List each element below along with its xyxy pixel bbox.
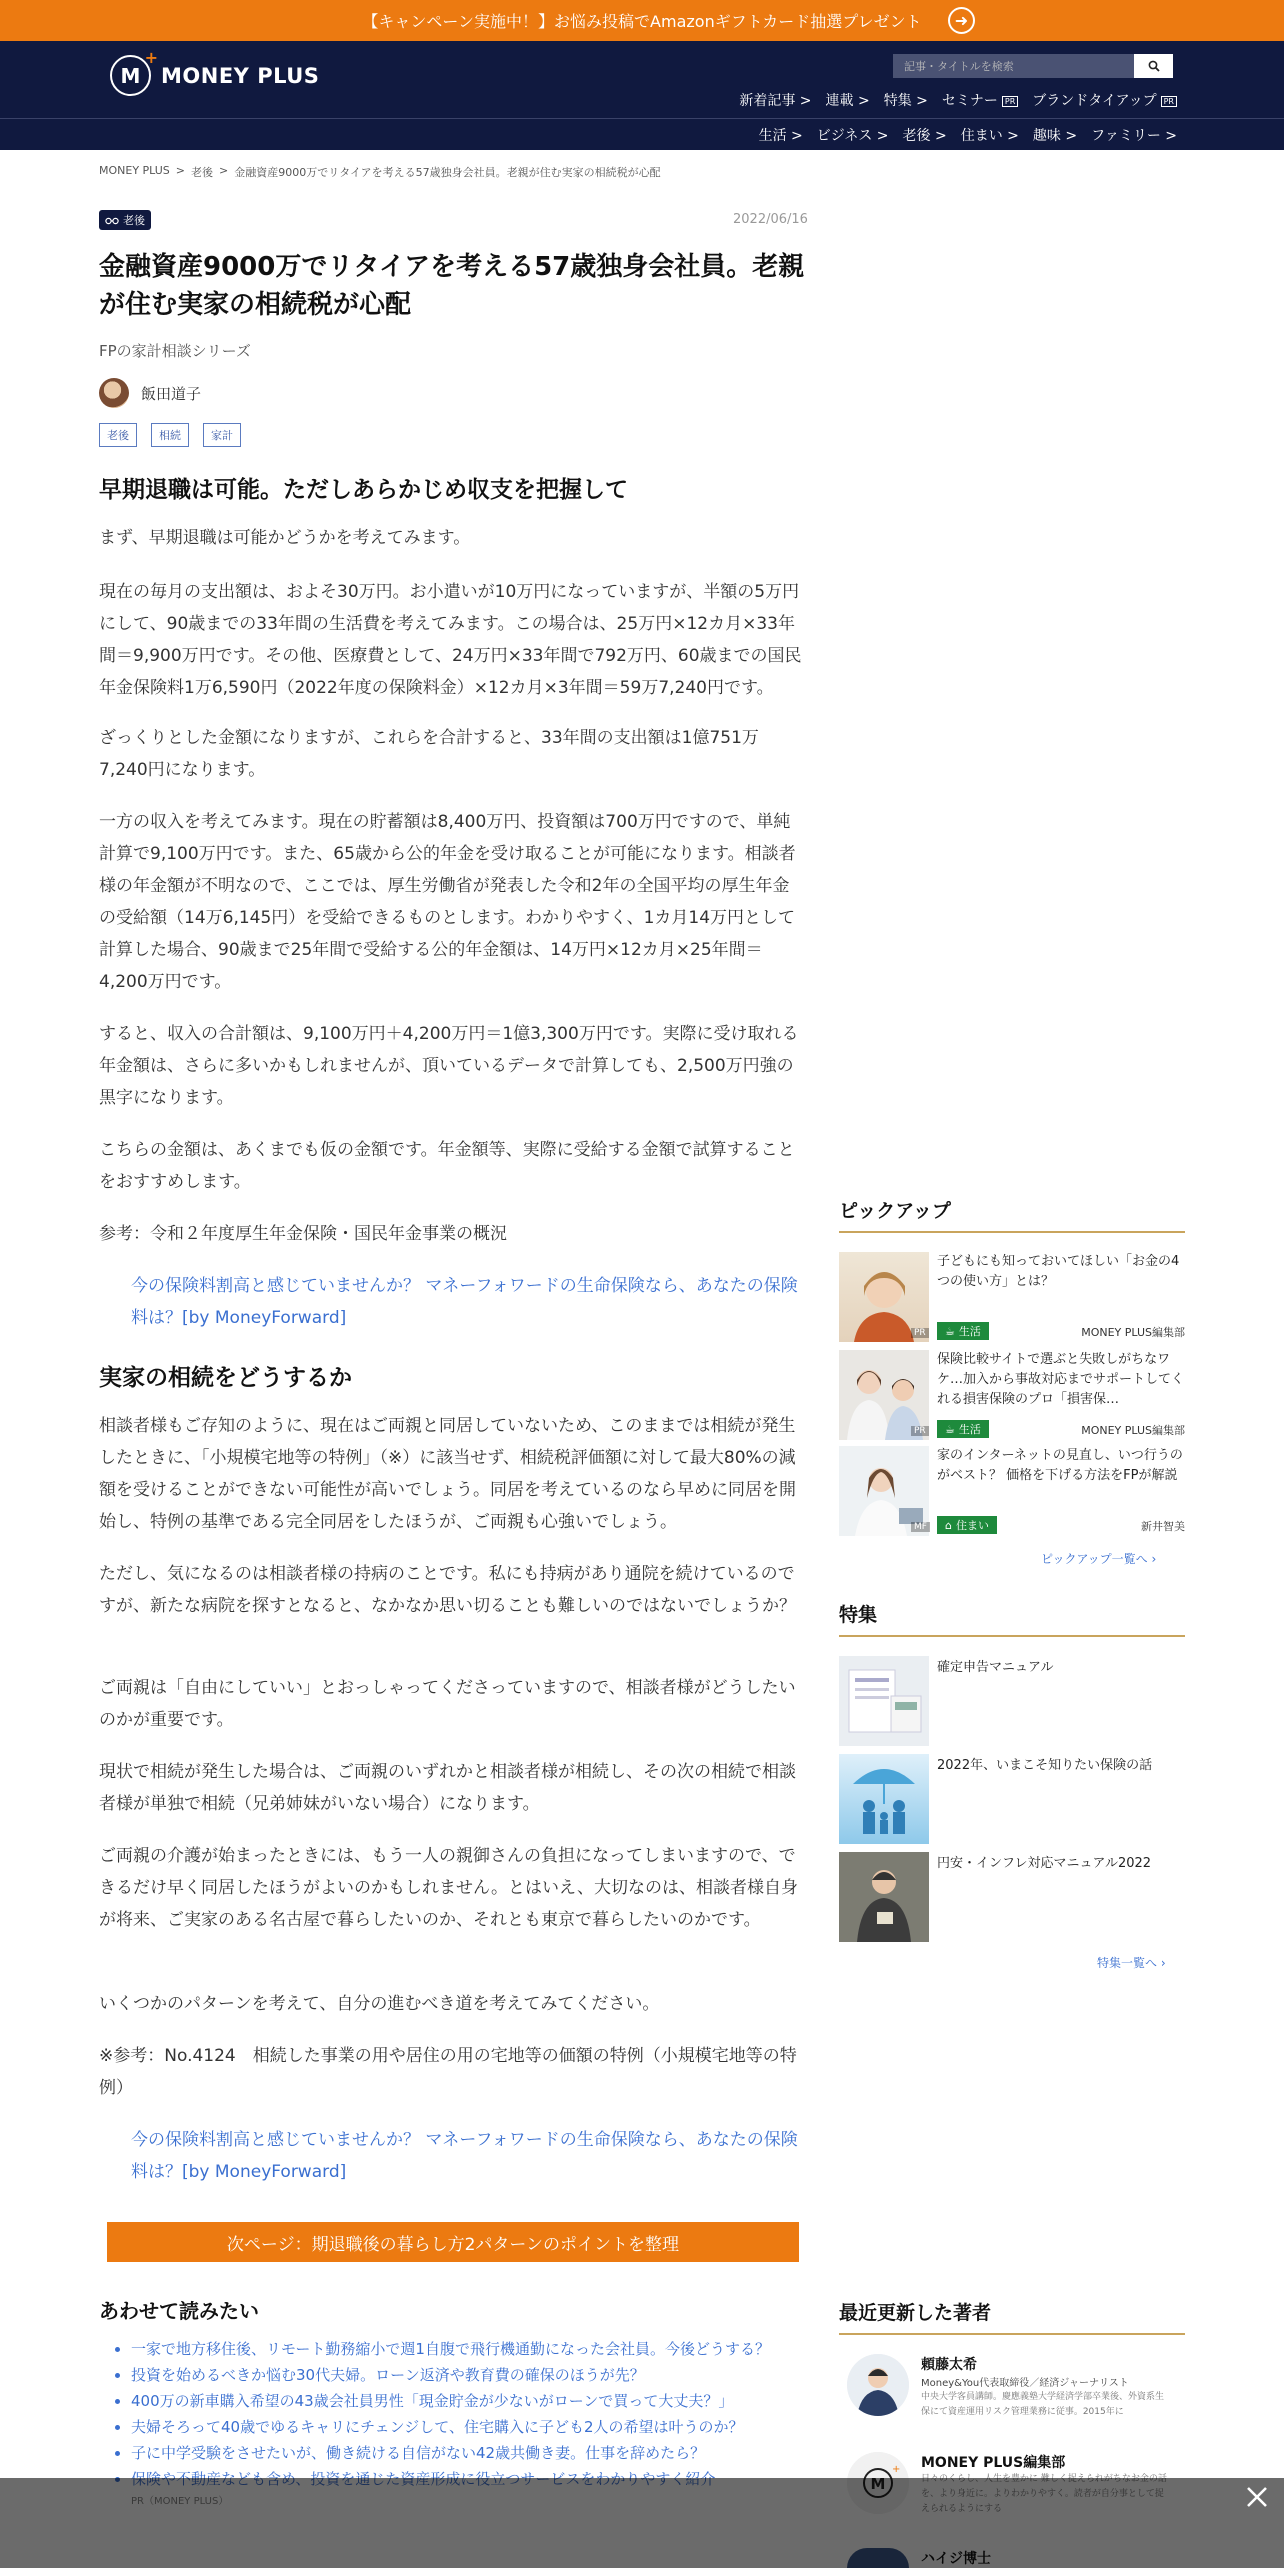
related-articles [99,2295,809,2507]
global-nav [739,90,1177,110]
reference: ※参考：No.4124 相続した事業の用や居住の用の宅地等の価額の特例（小規模宅地等の特例） [99,2046,797,2098]
site-logo[interactable] [110,48,320,96]
campaign-banner[interactable] [0,0,1284,41]
feature-title[interactable]: 確定申告マニュアル [937,1660,1054,1675]
paragraph: ただし、気になるのは相談者様の持病のことです。私にも持病があり通院を続けているのですが、新たな病院を探すとなると、なかなか思い切ることも難しいのではないでしょうか？ [99,1564,796,1616]
publish-date: 2022/06/16 [733,212,808,227]
crumb-category[interactable]: 老後 [191,166,214,179]
paragraph: 一方の収入を考えてみます。現在の貯蓄額は8,400万円、投資額は700万円ですので、単純計算で9,100万円です。また、65歳から公的年金を受け取ることが可能になります。相談者様の年金額が不明なので、ここでは、厚生労働省が発表した令和2年の全国平均の厚生年金の受給額（14万6,145円）を受給できるものとします。わかりやすく、1カ月14万円として計算した場合、90歳まで25年間で受給する公的年金額は、14万円×12カ月×25年間＝4,200万円です。 [99,812,796,992]
feature-item[interactable] [839,1754,1185,1844]
author-name[interactable]: 頼藤太希 [921,2357,977,2373]
next-page-button[interactable]: 次ページ：期退職後の暮らし方2パターンのポイントを整理 [107,2222,799,2262]
bottom-overlay [0,2478,1284,2568]
coffee-icon: ☕ [945,1324,955,1338]
authors-heading: 最近更新した著者 [839,2298,1185,2335]
pickup-author: MONEY PLUS編集部 [1081,1424,1185,1437]
nav-feature[interactable]: 特集 > [883,93,928,109]
tag[interactable]: 老後 [99,423,137,447]
logo-text: MONEY PLUS [161,63,320,88]
logo-mark: M + [110,55,151,96]
reference: 参考：令和２年度厚生年金保険・国民年金事業の概況 [99,1224,507,1244]
pickup-item[interactable]: MF 家のインターネットの見直し、いつ行うのがベスト？ 価格を下げる方法をFPが解説 ⌂ 住まい 新井智美 [839,1446,1185,1536]
author-desc: 中央大学客員講師。慶應義塾大学経済学部卒業後、外資系生保にて資産運用リスク管理業務に従事。2015年に [921,2392,1165,2417]
svg-text:+: + [892,2464,901,2475]
pickup-more-link[interactable]: ピックアップ一覧へ › [1041,1552,1157,1566]
paragraph: いくつかのパターンを考えて、自分の進むべき道を考えてみてください。 [99,1994,660,2014]
nav-seminar[interactable]: セミナー PR [942,90,1018,110]
home-icon: ⌂ [945,1518,952,1532]
pickup-author: MONEY PLUS編集部 [1081,1326,1185,1339]
paragraph: ざっくりとした金額になりますが、これらを合計すると、33年間の支出額は1億751万7,240円になります。 [99,728,759,780]
reference-link[interactable]: 令和２年度厚生年金保険・国民年金事業の概況 [150,1224,507,1244]
cat-housing[interactable]: 住まい > [960,128,1019,144]
cat-life[interactable]: 生活 > [758,128,803,144]
cat-business[interactable]: ビジネス > [816,128,889,144]
pickup-heading: ピックアップ [839,1196,1185,1233]
author-item[interactable] [839,2354,1185,2424]
crumb-home[interactable]: MONEY PLUS [99,164,170,177]
related-link[interactable]: 一家で地方移住後、リモート勤務縮小で週1自腹で飛行機通勤になった会社員。今後どうする？ [99,2336,809,2362]
related-title: あわせて読みたい [99,2299,259,2323]
feature-thumbnail [839,1852,929,1942]
feature-heading: 特集 [839,1600,1185,1637]
author-role: Money&You代表取締役／経済ジャーナリスト [921,2378,1129,2389]
tag-list [99,423,241,447]
coffee-icon: ☕ [945,1422,955,1436]
cat-retire[interactable]: 老後 > [902,128,947,144]
section-heading: 早期退職は可能。ただしあらかじめ収支を把握して [99,477,628,503]
chevron-right-icon: › [1151,1552,1157,1566]
cat-family[interactable]: ファミリー > [1091,128,1177,144]
paragraph: ご両親の介護が始まったときには、もう一人の親御さんの負担になってしまいますので、できるだけ早く同居したほうがよいのかもしれません。とはいえ、大切なのは、相談者様自身が将来、ご実家のある名古屋で暮らしたいのか、それとも東京で暮らしたいのかです。 [99,1846,799,1930]
pickup-author: 新井智美 [1141,1520,1185,1533]
paragraph: まず、早期退職は可能かどうかを考えてみます。 [99,528,471,548]
reference-link[interactable]: No.4124 相続した事業の用や居住の用の宅地等の価額の特例（小規模宅地等の特例） [99,2046,797,2098]
avatar [99,378,129,408]
series-name: FPの家計相談シリーズ [99,342,251,360]
tag[interactable]: 相続 [151,423,189,447]
page-title: 金融資産9000万でリタイアを考える57歳独身会社員。老親が住む実家の相続税が心配 [99,252,805,320]
promo-link[interactable]: 今の保険料割高と感じていませんか？ マネーフォワードの生命保険なら、あなたの保険料は？[by MoneyForward] [131,2130,798,2182]
chevron-right-icon: › [1160,1956,1166,1970]
close-icon[interactable] [1244,2484,1270,2510]
paragraph: 現状で相続が発生した場合は、ご両親のいずれかと相談者様が相続し、その次の相続で相談者様が単独で相続（兄弟姉妹がいない場合）になります。 [99,1762,796,1814]
search-input[interactable] [893,54,1134,78]
pickup-item[interactable]: PR 子どもにも知っておいてほしい「お金の4つの使い方」とは？ ☕ 生活 MONEY PLUS編集部 [839,1252,1185,1342]
nav-series[interactable]: 連載 > [825,93,870,109]
related-link[interactable]: 400万の新車購入希望の43歳会社員男性「現金貯金が少ないがローンで買って大丈夫？」 [99,2388,809,2414]
site-header [0,41,1284,118]
glasses-icon [105,216,119,225]
paragraph: ご両親は「自由にしていい」とおっしゃってくださっていますので、相談者様がどうしたいのかが重要です。 [99,1678,796,1730]
avatar [847,2354,909,2416]
feature-thumbnail [839,1754,929,1844]
paragraph: 現在の毎月の支出額は、およそ30万円。お小遣いが10万円になっていますが、半額の5万円にして、90歳までの33年間の生活費を考えてみます。この場合は、25万円×12カ月×33年間＝9,900万円です。その他、医療費として、24万円×33年間で792万円、60歳までの国民年金保険料1万6,590円（2022年度の保険料金）×12カ月×3年間＝59万7,240円です。 [99,582,802,698]
section2 [99,1362,803,1394]
search-button[interactable] [1134,54,1173,78]
related-link[interactable]: 子に中学受験をさせたいが、働き続ける自信がない42歳共働き妻。仕事を辞めたら？ [99,2440,809,2466]
article-body [99,474,803,506]
paragraph: 相談者様もご存知のように、現在はご両親と同居していないため、このままでは相続が発生したときに、「小規模宅地等の特例」（※）に該当せず、相続税評価額に対して最大80%の減額を受けることができない可能性が高いでしょう。同居を考えているのなら早めに同居を開始し、特例の基準である完全同居をしたほうが、ご両親も心強いでしょう。 [99,1416,796,1532]
tag[interactable]: 家計 [203,423,241,447]
pickup-title[interactable]: 保険比較サイトで選ぶと失敗しがちなワケ…加入から事故対応までサポートしてくれる損害保険のプロ「損害保… [937,1352,1185,1407]
cat-hobby[interactable]: 趣味 > [1032,128,1078,144]
author-name[interactable]: MONEY PLUS編集部 [921,2455,1066,2471]
nav-brand-tieup[interactable]: ブランドタイアップ PR [1032,90,1177,110]
pickup-item[interactable]: PR 保険比較サイトで選ぶと失敗しがちなワケ…加入から事故対応までサポートしてくれる損害保険のプロ「損害保… ☕ 生活 MONEY PLUS編集部 [839,1350,1185,1440]
category-badge[interactable]: 老後 [99,210,151,230]
pickup-title[interactable]: 子どもにも知っておいてほしい「お金の4つの使い方」とは？ [937,1254,1180,1289]
paragraph: すると、収入の合計額は、9,100万円＋4,200万円＝1億3,300万円です。実際に受け取れる年金額は、さらに多いかもしれませんが、頂いているデータで計算しても、2,500万円強の黒字になります。 [99,1024,799,1108]
feature-title[interactable]: 円安・インフレ対応マニュアル2022 [937,1856,1152,1871]
author-name[interactable]: 飯田道子 [141,384,202,403]
pickup-title[interactable]: 家のインターネットの見直し、いつ行うのがベスト？ 価格を下げる方法をFPが解説 [937,1448,1183,1483]
section-heading: 実家の相続をどうするか [99,1365,352,1391]
feature-title[interactable]: 2022年、いまこそ知りたい保険の話 [937,1758,1153,1773]
feature-more-link[interactable]: 特集一覧へ › [1097,1956,1166,1970]
campaign-text[interactable]: 【キャンペーン実施中！】お悩み投稿でAmazonギフトカード抽選プレゼント [362,12,922,31]
pickup-category[interactable]: ☕ 生活 [937,1420,989,1438]
pickup-category[interactable]: ☕ 生活 [937,1322,989,1340]
feature-item[interactable] [839,1852,1185,1942]
pickup-category[interactable]: ⌂ 住まい [937,1516,997,1534]
feature-thumbnail [839,1656,929,1746]
paragraph: こちらの金額は、あくまでも仮の金額です。年金額等、実際に受給する金額で試算することをおすすめします。 [99,1140,795,1192]
arrow-right-icon[interactable]: ➜ [948,7,975,34]
author[interactable] [99,378,201,408]
feature-item[interactable] [839,1656,1185,1746]
pr-badge: PR [1002,96,1018,107]
search-icon [1148,60,1160,72]
pr-badge: PR [1161,96,1177,107]
crumb-current: 金融資産9000万でリタイアを考える57歳独身会社員。老親が住む実家の相続税が心配 [234,166,661,179]
related-link[interactable]: 夫婦そろって40歳でゆるキャリにチェンジして、住宅購入に子ども2人の希望は叶うのか？ [99,2414,809,2440]
promo-link[interactable]: 今の保険料割高と感じていませんか？ マネーフォワードの生命保険なら、あなたの保険料は？[by MoneyForward] [131,1276,798,1328]
search-box [893,54,1173,78]
category-nav [0,118,1284,150]
breadcrumb: MONEY PLUS > 老後 > 金融資産9000万でリタイアを考える57歳独身会社員。老親が住む実家の相続税が心配 [99,164,661,179]
nav-new[interactable]: 新着記事 > [739,93,812,109]
related-link[interactable]: 投資を始めるべきか悩む30代夫婦。ローン返済や教育費の確保のほうが先？ [99,2362,809,2388]
